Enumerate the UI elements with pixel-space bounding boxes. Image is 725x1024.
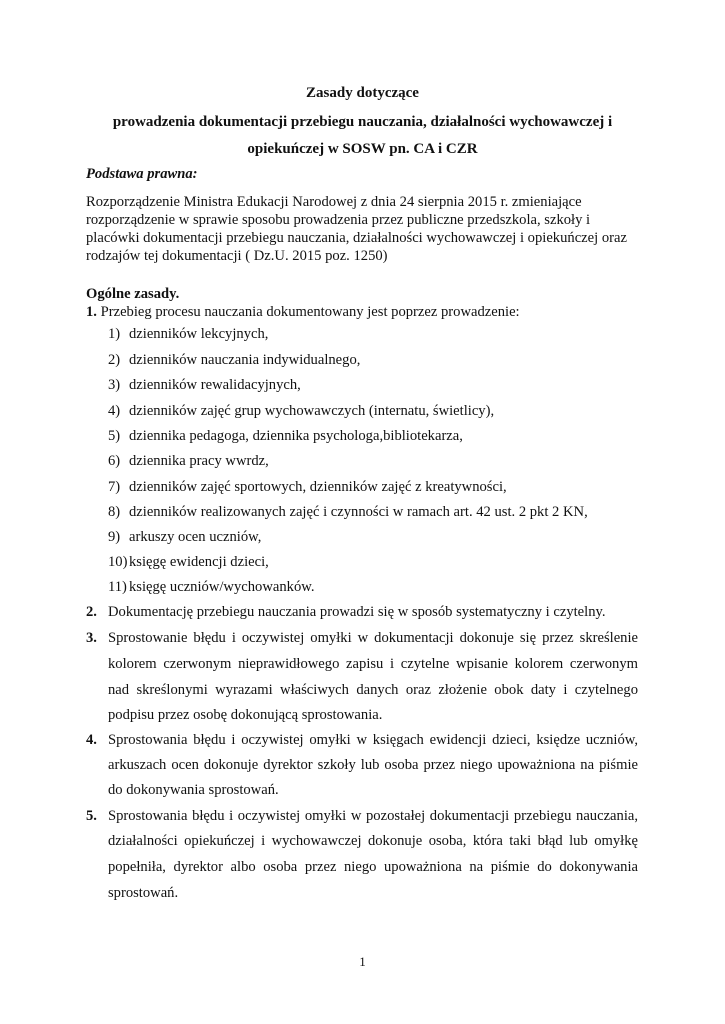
point-number: 3. [86, 630, 97, 646]
point-text-line: Sprostowanie błędu i oczywistej omyłki w dokumentacji dokonuje się przez skreślenie [108, 630, 638, 646]
point-number: 4. [86, 732, 97, 748]
point-text-line: arkuszach ocen dokonuje dyrektor szkoły lub osoba przez niego upoważniona na piśmie [108, 757, 638, 773]
title-line-3: opiekuńczej w SOSW pn. CA i CZR [247, 141, 478, 157]
point-text-line: Dokumentację przebiegu nauczania prowadzi się w sposób systematyczny i czytelny. [108, 604, 606, 620]
page-number: 1 [359, 954, 366, 969]
point-text-line: popełniła, dyrektor albo osoba przez niego upoważniona na piśmie do dokonywania [108, 859, 638, 875]
point-number: 2. [86, 604, 97, 620]
point-text-line: Sprostowania błędu i oczywistej omyłki w księgach ewidencji dzieci, księdze uczniów, [108, 732, 638, 748]
point-text-line: działalności opiekuńczej i wychowawczej dokonuje osoba, która taki błąd lub omyłkę [108, 833, 638, 849]
general-heading: Ogólne zasady. [86, 286, 180, 302]
point-text-line: sprostowań. [108, 885, 179, 901]
legal-basis-line: rozporządzenie w sprawie sposobu prowadzenia przez publiczne przedszkola, szkoły i [86, 212, 591, 228]
legal-basis-heading: Podstawa prawna: [86, 166, 198, 182]
legal-basis-line: Rozporządzenie Ministra Edukacji Narodowej z dnia 24 sierpnia 2015 r. zmieniające [86, 194, 582, 210]
title-line-2: prowadzenia dokumentacji przebiegu nauczania, działalności wychowawczej i [112, 114, 613, 130]
title-line-1: Zasady dotyczące [306, 85, 419, 101]
legal-basis-line: rodzajów tej dokumentacji ( Dz.U. 2015 poz. 1250) [86, 248, 388, 264]
document-page: Zasady dotyczące prowadzenia dokumentacji przebiegu nauczania, działalności wychowawczej i opiekuńczej w SOSW pn. CA i CZR Podstawa prawna: Rozporządzenie Ministra Edukacji Narodowej z dnia 24 sierpnia 2015 r. zmieniające rozporządzenie w sprawie sposobu prowadzenia przez publiczne przedszkola, szkoły i placówki dokumentacji przebiegu nauczania, działalności wychowawczej i opiekuńczej oraz rodzajów tej dokumentacji ( Dz.U. 2015 poz. 1250) Ogólne zasady. 1. Przebieg procesu nauczania dokumentowany jest poprzez prowadzenie: 1) dzienników lekcyjnych, 2) dzienników nauczania indywidualnego, 3) dzienników rewalidacyjnych, 4) dzienników zajęć grup wychowawczych (internatu, świetlicy), 5) dziennika pedagoga, dziennika psychologa,bibliotekarza, 6) dziennika pracy wwrdz, 7) dzienników zajęć sportowych, dzienników zajęć z kreatywności, 8) dzienników realizowanych zajęć i czynności w ramach art. 42 ust. 2 pkt 2 KN, 9) arkuszy ocen uczniów, 10) księgę ewidencji dzieci, 11) księgę uczniów/wychowanków. 2. Dokumentację przebiegu nauczania prowadzi się w sposób systematyczny i czytelny. 3. Sprostowanie błędu i oczywistej omyłki w dokumentacji dokonuje się przez skreślenie kolorem czerwonym nieprawidłowego zapisu i czytelne wpisanie kolorem czerwonym nad skreślonymi wyrazami właściwych danych oraz złożenie obok daty i czytelnego podpisu przez osobę dokonującą sprostowania. 4. Sprostowania błędu i oczywistej omyłki w księgach ewidencji dzieci, księdze uczniów, arkuszach ocen dokonuje dyrektor szkoły lub osoba przez niego upoważniona na piśmie do dokonywania sprostowań. 5. Sprostowania błędu i oczywistej omyłki w pozostałej dokumentacji przebiegu nauczania, działalności opiekuńczej i wychowawczej dokonuje osoba, która taki błąd lub omyłkę popełniła, dyrektor albo osoba przez niego upoważniona na piśmie do dokonywania sprostowań. 1 [0, 0, 725, 1024]
point-number: 5. [86, 808, 97, 824]
point-text-line: podpisu przez osobę dokonującą sprostowania. [108, 707, 383, 723]
point-text-line: Sprostowania błędu i oczywistej omyłki w pozostałej dokumentacji przebiegu nauczania, [108, 808, 638, 824]
point-1-text: Przebieg procesu nauczania dokumentowany jest poprzez prowadzenie: [100, 304, 520, 320]
point-text-line: nad skreślonymi wyrazami właściwych danych oraz złożenie obok daty i czytelnego [108, 682, 638, 698]
point-text-line: kolorem czerwonym nieprawidłowego zapisu i czytelne wpisanie kolorem czerwonym [108, 656, 638, 672]
point-1 [86, 304, 520, 321]
point-1-number: 1. [86, 304, 97, 320]
point-text-line: do dokonywania sprostowań. [108, 782, 279, 798]
legal-basis-line: placówki dokumentacji przebiegu nauczania, działalności wychowawczej i opiekuńczej oraz [86, 230, 627, 246]
